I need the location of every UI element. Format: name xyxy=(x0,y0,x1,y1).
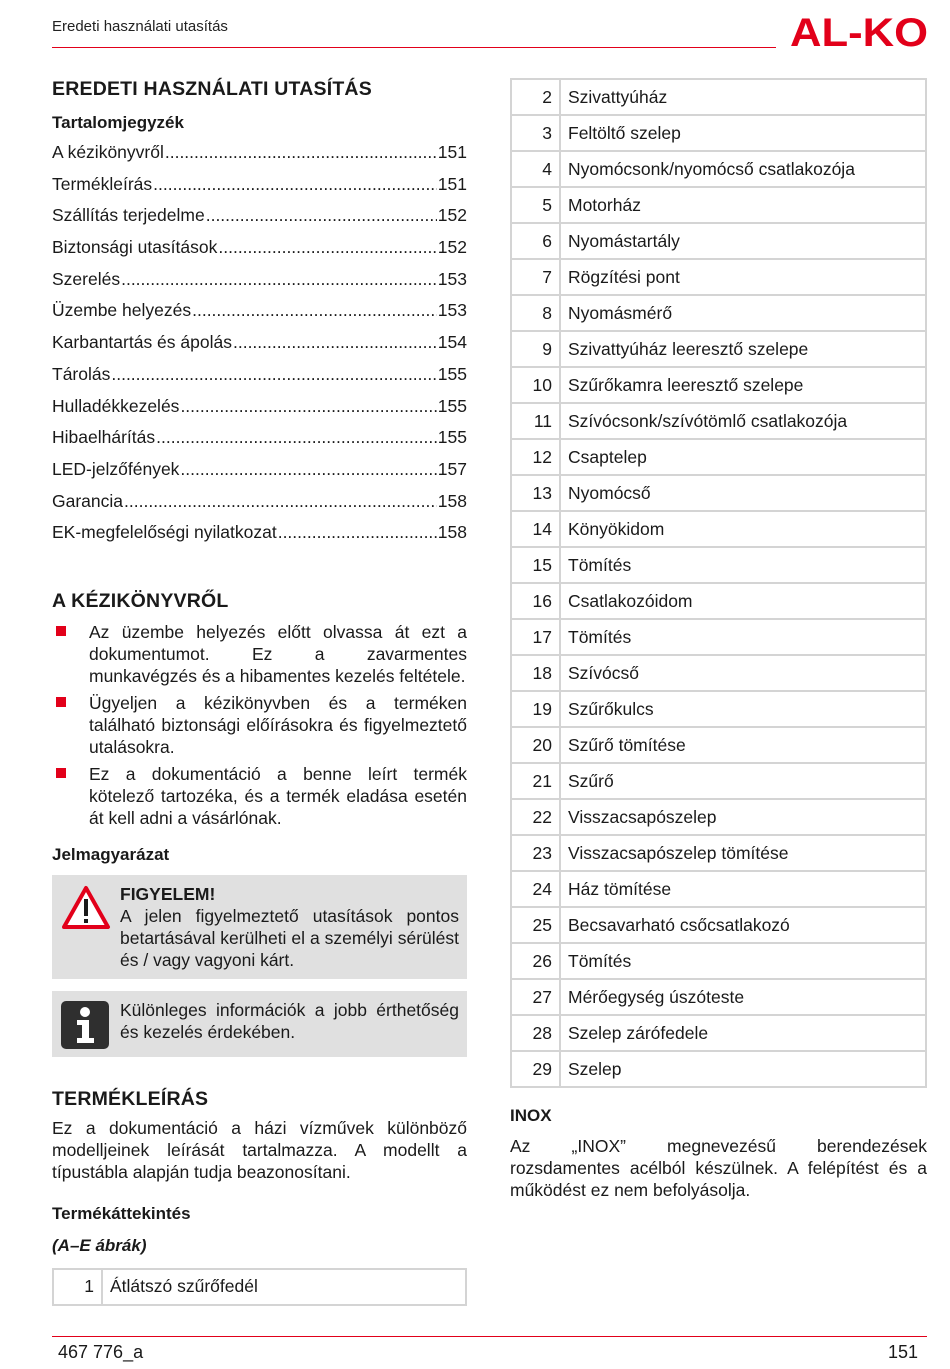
right-column xyxy=(510,78,927,1201)
warning-title: FIGYELEM! xyxy=(120,883,216,904)
part-name: Tömítés xyxy=(560,547,926,583)
inox-text: Az „INOX” megnevezésű berendezések rozsdamentes acélból készülnek. A felépítést és a működést ez nem befolyásolja. xyxy=(510,1136,927,1200)
table-row xyxy=(511,799,926,835)
toc-entry-page: 151 xyxy=(437,173,467,194)
toc-entry-title: LED-jelzőfények xyxy=(52,458,180,479)
toc-entry-title: Karbantartás és ápolás xyxy=(52,332,232,353)
part-name: Szűrő tömítése xyxy=(560,727,926,763)
table-row xyxy=(511,115,926,151)
part-number: 8 xyxy=(511,295,560,331)
table-row xyxy=(511,511,926,547)
table-row xyxy=(511,331,926,367)
toc-entry-title: Hulladékkezelés xyxy=(52,395,180,416)
part-name: Csatlakozóidom xyxy=(560,583,926,619)
toc-entry-title: Szállítás terjedelme xyxy=(52,205,205,226)
parts-table-left xyxy=(52,1268,467,1306)
toc-entry-title: Garancia xyxy=(52,490,124,511)
info-icon xyxy=(61,1001,109,1049)
part-number: 9 xyxy=(511,331,560,367)
toc-entry xyxy=(52,459,467,491)
about-bullets xyxy=(52,621,467,829)
toc-entry xyxy=(52,142,467,174)
toc-entry xyxy=(52,205,467,237)
bullet-square-icon xyxy=(56,768,66,778)
main-title: EREDETI HASZNÁLATI UTASÍTÁS xyxy=(52,78,372,100)
toc-entry xyxy=(52,364,467,396)
table-row xyxy=(511,1051,926,1087)
part-number: 17 xyxy=(511,619,560,655)
table-row xyxy=(511,259,926,295)
bullet-text: Az üzembe helyezés előtt olvassa át ezt a dokumentumot. Ez a zavarmentes munkavégzés és a hibamentes kezelés feltétele. xyxy=(89,621,467,686)
list-item xyxy=(52,692,467,758)
inox-title: INOX xyxy=(510,1106,552,1125)
table-row xyxy=(511,691,926,727)
toc-entry-title: Hibaelhárítás xyxy=(52,427,156,448)
part-name: Könyökidom xyxy=(560,511,926,547)
list-item xyxy=(52,763,467,829)
part-number: 2 xyxy=(511,79,560,115)
part-number: 26 xyxy=(511,943,560,979)
part-number: 11 xyxy=(511,403,560,439)
toc-leader-dots xyxy=(165,142,437,163)
part-number: 23 xyxy=(511,835,560,871)
table-row xyxy=(511,943,926,979)
part-name: Szivattyúház xyxy=(560,79,926,115)
toc-leader-dots xyxy=(206,205,437,226)
overview-subtitle: (A–E ábrák) xyxy=(52,1235,147,1255)
toc-entry xyxy=(52,396,467,428)
bullet-text: Ez a dokumentáció a benne leírt termék kötelező tartozéka, és a termék eladása esetén át kell adni a vásárlónak. xyxy=(89,763,467,828)
part-name: Rögzítési pont xyxy=(560,259,926,295)
toc-leader-dots xyxy=(124,491,437,512)
table-row xyxy=(511,871,926,907)
toc-leader-dots xyxy=(278,522,437,543)
toc-entry xyxy=(52,237,467,269)
part-number: 6 xyxy=(511,223,560,259)
table-row xyxy=(511,727,926,763)
table-row xyxy=(511,151,926,187)
toc-entry-page: 157 xyxy=(437,458,467,479)
part-name: Szívócső xyxy=(560,655,926,691)
footer-rule xyxy=(52,1336,927,1337)
table-row xyxy=(53,1269,466,1305)
toc-entry-title: A kézikönyvről xyxy=(52,142,164,162)
toc-entry-page: 153 xyxy=(437,268,467,289)
part-name: Tömítés xyxy=(560,619,926,655)
info-text: Különleges információk a jobb érthetőség és kezelés érdekében. xyxy=(120,999,459,1042)
toc-entry xyxy=(52,427,467,459)
toc-leader-dots xyxy=(156,427,437,448)
toc-entry xyxy=(52,174,467,206)
part-number: 5 xyxy=(511,187,560,223)
part-name: Feltöltő szelep xyxy=(560,115,926,151)
table-row xyxy=(511,619,926,655)
toc-entry-title: Biztonsági utasítások xyxy=(52,237,218,258)
table-row xyxy=(511,295,926,331)
toc-entry-page: 155 xyxy=(437,395,467,416)
header-doc-label: Eredeti használati utasítás xyxy=(52,18,228,35)
footer-doc-number: 467 776_a xyxy=(58,1342,144,1362)
bullet-square-icon xyxy=(56,626,66,636)
part-name: Nyomócső xyxy=(560,475,926,511)
list-item xyxy=(52,621,467,687)
part-name: Visszacsapószelep tömítése xyxy=(560,835,926,871)
part-number: 15 xyxy=(511,547,560,583)
part-number: 25 xyxy=(511,907,560,943)
part-number: 12 xyxy=(511,439,560,475)
table-row xyxy=(511,439,926,475)
toc-entry xyxy=(52,332,467,364)
part-number: 18 xyxy=(511,655,560,691)
part-name: Visszacsapószelep xyxy=(560,799,926,835)
toc-leader-dots xyxy=(153,174,437,195)
part-number: 10 xyxy=(511,367,560,403)
table-row xyxy=(511,979,926,1015)
part-name: Tömítés xyxy=(560,943,926,979)
part-name: Szelep zárófedele xyxy=(560,1015,926,1051)
part-number: 28 xyxy=(511,1015,560,1051)
warning-text: A jelen figyelmeztető utasítások pontos betartásával kerülheti el a személyi sérülést és / vagy vagyoni kárt. xyxy=(120,905,459,970)
warning-box xyxy=(52,875,467,979)
toc-entry-title: Üzembe helyezés xyxy=(52,300,192,321)
product-text: Ez a dokumentáció a házi vízművek különböző modelljeinek leírását tartalmazza. A modellt a típustábla alapján tudja beazonosítani. xyxy=(52,1117,467,1182)
part-number: 22 xyxy=(511,799,560,835)
toc-title: Tartalomjegyzék xyxy=(52,113,184,132)
part-number: 19 xyxy=(511,691,560,727)
toc-entry xyxy=(52,491,467,523)
product-title: TERMÉKLEÍRÁS xyxy=(52,1087,209,1110)
part-name: Nyomástartály xyxy=(560,223,926,259)
table-row xyxy=(511,835,926,871)
toc-entry-page: 155 xyxy=(437,427,467,448)
toc-leader-dots xyxy=(192,300,437,321)
part-number: 20 xyxy=(511,727,560,763)
toc-entry-page: 151 xyxy=(437,142,467,162)
part-number: 14 xyxy=(511,511,560,547)
part-name: Mérőegység úszóteste xyxy=(560,979,926,1015)
part-name: Szűrő xyxy=(560,763,926,799)
table-row xyxy=(511,367,926,403)
part-name: Szívócsonk/szívótömlő csatlakozója xyxy=(560,403,926,439)
part-number: 24 xyxy=(511,871,560,907)
part-name: Csaptelep xyxy=(560,439,926,475)
table-row xyxy=(511,475,926,511)
toc-leader-dots xyxy=(233,332,437,353)
alko-logo xyxy=(790,14,928,50)
footer-page-number: 151 xyxy=(887,1342,918,1362)
part-name: Motorház xyxy=(560,187,926,223)
part-number: 21 xyxy=(511,763,560,799)
warning-triangle-icon xyxy=(61,885,111,931)
part-number: 4 xyxy=(511,151,560,187)
part-number: 7 xyxy=(511,259,560,295)
toc-entry-page: 155 xyxy=(437,363,467,384)
part-name: Ház tömítése xyxy=(560,871,926,907)
table-row xyxy=(511,655,926,691)
bullet-text: Ügyeljen a kézikönyvben és a terméken található biztonsági előírásokra és figyelmeztető utalásokra. xyxy=(89,692,467,757)
header-rule xyxy=(52,47,776,48)
part-number: 3 xyxy=(511,115,560,151)
about-title: A KÉZIKÖNYVRŐL xyxy=(52,589,229,612)
table-row xyxy=(511,79,926,115)
toc-entry-title: Tárolás xyxy=(52,363,111,384)
part-name: Becsavarható csőcsatlakozó xyxy=(560,907,926,943)
part-name: Átlátszó szűrőfedél xyxy=(102,1269,466,1305)
info-box xyxy=(52,991,467,1057)
toc-entry-title: EK-megfelelőségi nyilatkozat xyxy=(52,522,277,543)
toc-leader-dots xyxy=(218,237,436,258)
table-row xyxy=(511,1015,926,1051)
toc-leader-dots xyxy=(121,269,437,290)
table-row xyxy=(511,403,926,439)
toc-entry-title: Termékleírás xyxy=(52,173,153,194)
legend-title: Jelmagyarázat xyxy=(52,844,170,864)
table-row xyxy=(511,763,926,799)
part-number: 16 xyxy=(511,583,560,619)
toc-entry-page: 153 xyxy=(437,300,467,321)
toc-entry xyxy=(52,269,467,301)
table-row xyxy=(511,907,926,943)
part-name: Szűrőkulcs xyxy=(560,691,926,727)
table-row xyxy=(511,547,926,583)
part-number: 27 xyxy=(511,979,560,1015)
part-name: Szűrőkamra leeresztő szelepe xyxy=(560,367,926,403)
toc-entry-page: 152 xyxy=(437,205,467,226)
table-row xyxy=(511,223,926,259)
toc-leader-dots xyxy=(180,459,436,480)
toc-entry-page: 158 xyxy=(437,490,467,511)
part-name: Nyomásmérő xyxy=(560,295,926,331)
overview-title: Termékáttekintés xyxy=(52,1203,191,1223)
part-number: 29 xyxy=(511,1051,560,1087)
toc-entry xyxy=(52,300,467,332)
part-name: Nyomócsonk/nyomócső csatlakozója xyxy=(560,151,926,187)
table-of-contents xyxy=(52,142,467,554)
bullet-square-icon xyxy=(56,697,66,707)
toc-entry-title: Szerelés xyxy=(52,268,121,289)
toc-entry-page: 154 xyxy=(437,332,467,353)
toc-entry-page: 152 xyxy=(437,237,467,258)
part-name: Szelep xyxy=(560,1051,926,1087)
part-number: 13 xyxy=(511,475,560,511)
table-row xyxy=(511,187,926,223)
svg-text:AL-KO: AL-KO xyxy=(790,14,928,50)
toc-entry xyxy=(52,522,467,554)
part-name: Szivattyúház leeresztő szelepe xyxy=(560,331,926,367)
left-column xyxy=(52,78,467,1306)
toc-leader-dots xyxy=(180,396,436,417)
part-number: 1 xyxy=(53,1269,102,1305)
table-row xyxy=(511,583,926,619)
toc-entry-page: 158 xyxy=(437,522,467,543)
toc-leader-dots xyxy=(111,364,436,385)
parts-table-right xyxy=(510,78,927,1088)
